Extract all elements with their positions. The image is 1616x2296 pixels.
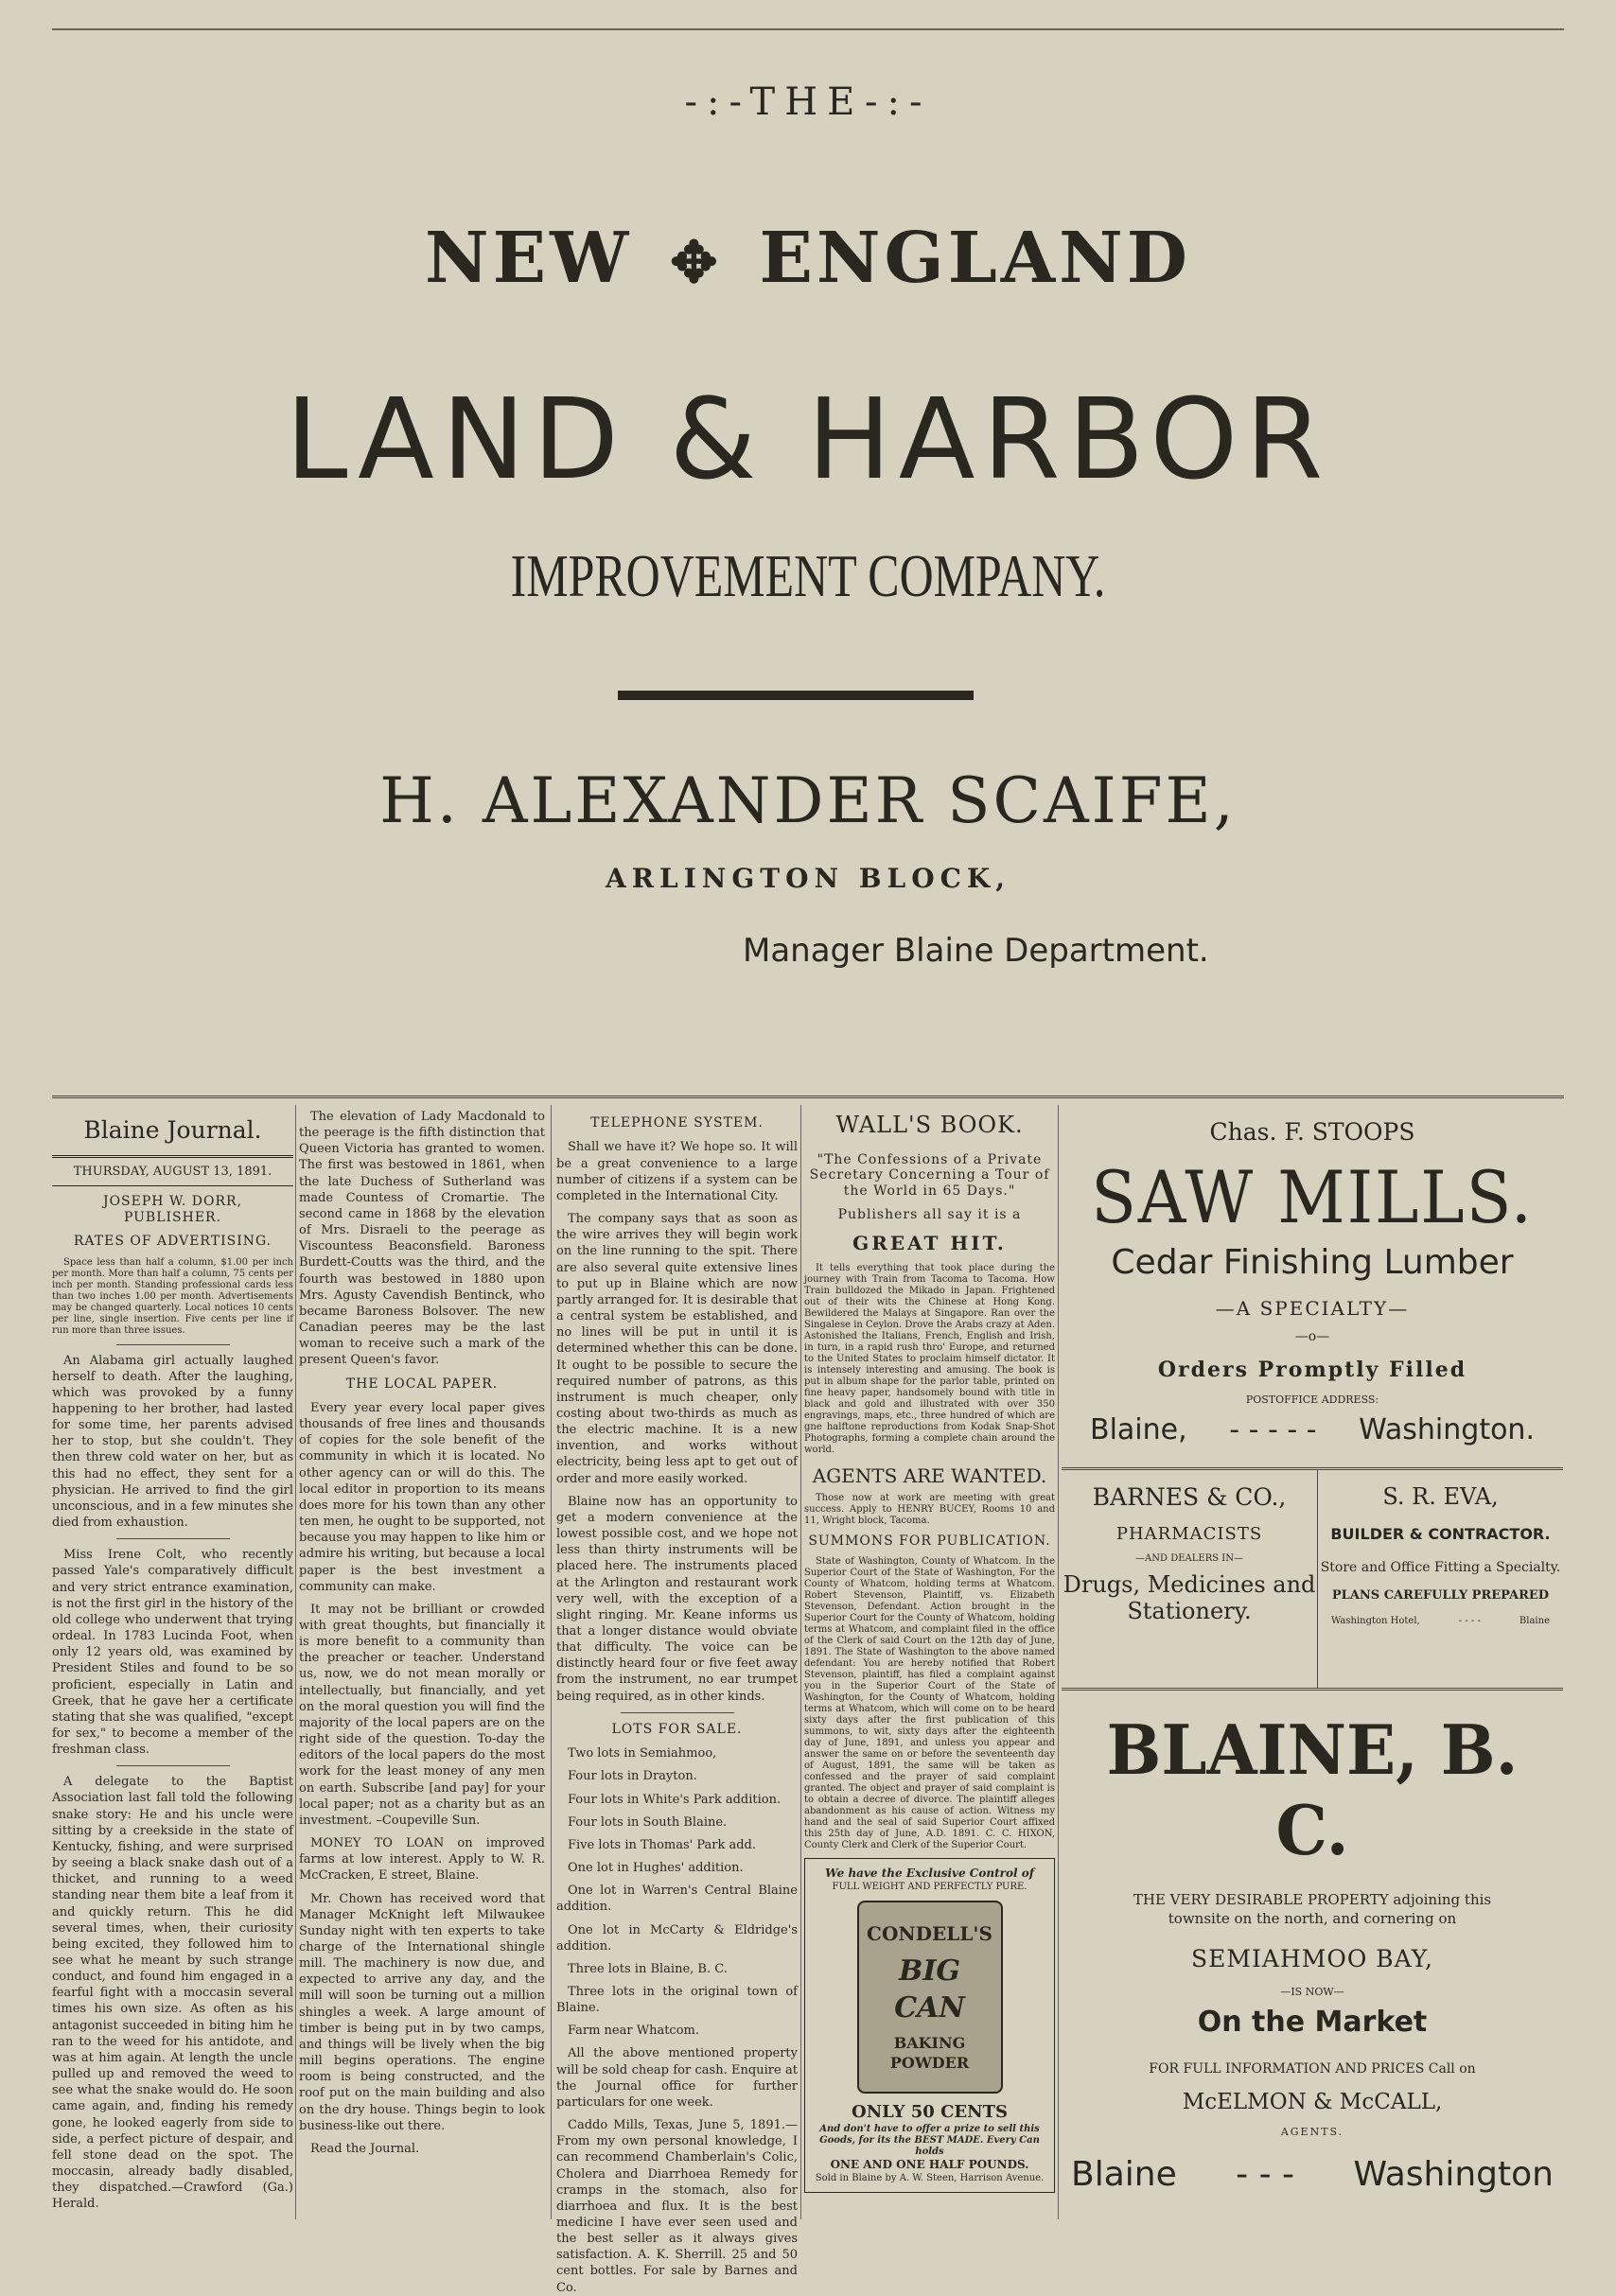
article-yale: Miss Irene Colt, who recently passed Yale's comparatively difficult and very strict entrance examination, is not the first girl in the history of the old college who underwent that trying ordeal. In 1783 Lucinda Foot, when only 12 years old, was examined by President Stiles and found to be so proficient, especially in Latin and Greek, that he gave her a certificate stating that she was qualified, "except for sex," to become a member of the freshman class. xyxy=(52,1548,293,1758)
summons-heading: SUMMONS FOR PUBLICATION. xyxy=(808,1533,1051,1549)
sold-by: Sold in Blaine by A. W. Steen, Harrison Avenue. xyxy=(815,2172,1045,2183)
drugs-medicines: Drugs, Medicines and Stationery. xyxy=(1063,1571,1316,1624)
big-can-label: BIG CAN xyxy=(894,1954,965,2025)
lot-item: One lot in McCarty & Eldridge's addition. xyxy=(556,1922,798,1954)
pharmacists: PHARMACISTS xyxy=(1115,1524,1263,1544)
article-caddo: Caddo Mills, Texas, June 5, 1891.—From my own personal knowledge, I can recommend Chamberlain's Colic, Cholera and Diarrhoea Remedy for cramps in the stomach, also for diarrhoea and flux. It is the best medicine I have ever seen used and the best seller as it always gives satisfaction. A. K. Sherrill. 25 and 50 cent bottles. For sale by Barnes and Co. xyxy=(556,2118,798,2295)
money-to-loan: MONEY TO LOAN on improved farms at low interest. Apply to W. R. McCracken, E street, Blaine. xyxy=(299,1836,545,1884)
divider-o: —o— xyxy=(1294,1329,1330,1344)
footer-washington: Washington xyxy=(1353,2155,1554,2194)
one-and-half-pounds: ONE AND ONE HALF POUNDS. xyxy=(830,2158,1029,2172)
semiahmoo-bay: SEMIAHMOO BAY, xyxy=(1191,1945,1433,1972)
article-telephone-3: Blaine now has an opportunity to get a modern convenience at the lowest possible cost, and we hope not less than thirty instruments will be placed here. The instruments placed at the Arlington and restaurant work very well, with the exception of a slight ringing. Mr. Keane informs us that a longer distance would obviate that difficulty. The voice can be distinctly heard four or five feet away from the instrument, no ear trumpet being required, as in other kinds. xyxy=(556,1494,798,1704)
manager-line: Manager Blaine Department. xyxy=(743,932,1209,970)
for-full-info: FOR FULL INFORMATION AND PRICES Call on xyxy=(1149,2061,1476,2077)
footer-dashes: - - - xyxy=(1236,2155,1295,2194)
rates-text: Space less than half a column, $1.00 per inch per month. More than half a column, 75 cents per inch per month. Standing professional cards less than two inches 1.00 per month. Advertisements may be changed quarterly. Local notices 10 cents per line, single insertion. Five cents per line if run more than three issues. xyxy=(52,1256,293,1336)
local-paper-heading: THE LOCAL PAPER. xyxy=(345,1376,499,1392)
article-local-paper-2: It may not be brilliant or crowded with great thoughts, but financially it is more benefit to a community than the preacher or teacher. Understand us, now, we do not mean morally or intellectually, but financially, and yet on the moral question you will find the majority of the local papers are on the right side of the question. To-day the editors of the local papers do the most work for the least money of any men on earth. Subscribe [and pay] for your local paper; not as a charity but as an investment. –Coupeville Sun. xyxy=(299,1602,545,1828)
hotel-name: Washington Hotel, xyxy=(1331,1616,1420,1626)
walls-book-column xyxy=(804,1109,1055,2216)
scaife-name: H. ALEXANDER SCAIFE, xyxy=(379,764,1237,837)
footer-blaine: Blaine xyxy=(1071,2155,1177,2194)
article-telephone-2: The company says that as soon as the wire arrives they will begin work on the line running to the spit. There are also several quite extensive lines to put up in Blaine which are now partly arranged for. It is desirable that a central system be established, and no lines will be put in until it is determined whether this can be done. It ought to be possible to secure the required number of patrons, as this instrument is much cheaper, only costing about two-thirds as much as the electric machine. It is a new invention, and works without electricity, being less apt to get out of order and more easily worked. xyxy=(556,1212,798,1486)
telephone-heading: TELEPHONE SYSTEM. xyxy=(590,1115,764,1130)
dealers-in: —AND DEALERS IN— xyxy=(1135,1553,1243,1564)
separator xyxy=(116,1765,230,1766)
publishers-line: Publishers all say it is a xyxy=(837,1207,1022,1223)
ornament-icon: ✥ xyxy=(670,230,722,296)
advertisements-column xyxy=(1062,1109,1563,2225)
plans-prepared: PLANS CAREFULLY PREPARED xyxy=(1331,1588,1550,1603)
england-word: ENGLAND xyxy=(759,218,1191,299)
lot-item: Five lots in Thomas' Park add. xyxy=(568,1837,757,1852)
column-rule xyxy=(295,1105,296,2219)
cedar-lumber: Cedar Finishing Lumber xyxy=(1111,1243,1514,1282)
arlington-block: ARLINGTON BLOCK, xyxy=(606,863,1010,894)
baking-powder-can xyxy=(857,1901,1003,2094)
only-50-cents: ONLY 50 CENTS xyxy=(852,2102,1008,2123)
lot-item: One lot in Warren's Central Blaine addition. xyxy=(556,1884,798,1915)
mcelmon-mccall: McELMON & McCALL, xyxy=(1182,2090,1443,2114)
section-divider xyxy=(52,1095,1564,1098)
full-weight: FULL WEIGHT AND PERFECTLY PURE. xyxy=(832,1882,1028,1893)
lot-item: One lot in Hughes' addition. xyxy=(568,1861,744,1876)
article-telephone-1: Shall we have it? We hope so. It will be a great convenience to a large number of citizens if a system can be completed in the International City. xyxy=(556,1140,798,1203)
address-blaine: Blaine, xyxy=(1090,1413,1187,1446)
specialty: —A SPECIALTY— xyxy=(1215,1297,1410,1320)
lot-item: Three lots in Blaine, B. C. xyxy=(568,1961,728,1976)
stoops-name: Chas. F. STOOPS xyxy=(1209,1118,1415,1146)
lot-item: Four lots in White's Park addition. xyxy=(568,1792,782,1807)
no-prize-note: And don't have to offer a prize to sell this Goods, for its the BEST MADE. Every Can holds xyxy=(819,2124,1040,2158)
lot-item: Four lots in Drayton. xyxy=(568,1769,697,1784)
two-ads-row xyxy=(1062,1470,1563,1688)
store-fitting: Store and Office Fitting a Specialty. xyxy=(1320,1560,1561,1575)
hotel-line xyxy=(1318,1616,1563,1626)
walls-book-heading: WALL'S BOOK. xyxy=(835,1112,1024,1138)
baking-powder-label: BAKING POWDER xyxy=(889,2033,970,2073)
blaine-bc-heading: BLAINE, B. C. xyxy=(1106,1709,1519,1870)
telephone-column xyxy=(556,1109,798,2295)
separator xyxy=(116,1538,230,1539)
lot-item: Two lots in Semiahmoo, xyxy=(568,1746,717,1761)
hotel-dashes: - - - - xyxy=(1458,1616,1481,1626)
article-macdonald: The elevation of Lady Macdonald to the peerage is the fifth distinction that Queen Victoria has granted to women. The first was bestowed in 1861, when the late Duchess of Sutherland was made Countess of Cromartie. The second came in 1868 by the elevation of Mrs. Disraeli to the peerage as Viscountess Beaconsfield. Baroness Burdett-Coutts was the third, and the fourth was bestowed in 1880 upon Mrs. Agusty Cavendish Bentinck, who became Baroness Bolsover. The new Canadian peeres may be the last woman to receive such a mark of the present Queen's favor. xyxy=(299,1110,545,1368)
address-washington: Washington. xyxy=(1359,1413,1535,1446)
desirable-property: THE VERY DESIRABLE PROPERTY adjoining this townsite on the north, and cornering on xyxy=(1133,1891,1492,1927)
lots-heading: LOTS FOR SALE. xyxy=(611,1721,743,1737)
article-property: All the above mentioned property will be sold cheap for cash. Enquire at the Journal office for further particulars for one week. xyxy=(556,2046,798,2110)
ad-divider xyxy=(1062,1688,1563,1691)
agents-text: Those now at work are meeting with great success. Apply to HENRY BUCEY, Rooms 10 and 11, Wright block, Tacoma. xyxy=(804,1492,1055,1526)
great-hit: GREAT HIT. xyxy=(852,1231,1007,1254)
new-word: NEW xyxy=(425,218,633,299)
postoffice-address: POSTOFFICE ADDRESS: xyxy=(1245,1393,1379,1406)
eva-name: S. R. EVA, xyxy=(1382,1483,1499,1510)
agents-label: AGENTS. xyxy=(1280,2126,1344,2138)
improvement-company: IMPROVEMENT COMPANY. xyxy=(510,542,1106,609)
book-description: It tells everything that took place during the journey with Train from Tacoma to Tacoma. How Train bulldozed the Mikado in Japan. Frightened out of their wits the Chinese at Hong Kong. Bewildered the Malays at Singapore. Ran over the Singalese in Ceylon. Drove the Arabs crazy at Aden. Astonished the Italians, French, English and Irish, in turn, in a rapid rush thro' Europe, and returned to the United States to proclaim himself dictator. It is intensely interesting and amusing. The book is put in album shape for the parlor table, printed on fine heavy paper, handsomely bound with title in black and gold and illustrated with over 350 engravings, maps, etc., three hundred of which are gne halftone reproductions from Kodak Snap-Shot Photographs, forming a complete chain around the world. xyxy=(804,1263,1055,1456)
condells-brand: CONDELL'S xyxy=(867,1922,992,1946)
agents-wanted: AGENTS ARE WANTED. xyxy=(812,1464,1047,1488)
column-rule xyxy=(1058,1105,1059,2219)
lot-item: Farm near Whatcom. xyxy=(568,2024,700,2039)
hotel-blaine: Blaine xyxy=(1519,1616,1550,1626)
footer-address xyxy=(1071,2155,1554,2194)
summons-text: State of Washington, County of Whatcom. In the Superior Court of the State of Washington, For the County of Whatcom, holding terms at Whatcom. Robert Stevenson, Plaintiff, vs. Elizabeth Stevenson, Defendant. Action brought in the Superior Court for the County of Whatcom, holding terms at Whatcom, and complaint filed in the office of the Clerk of said Court on the 12th day of June, 1891. The State of Washington to the above named defendant: You are hereby notified that Robert Stevenson, plaintiff, has filed a complaint against you in the Superior Court of the State of Washington, for the County of Whatcom, holding terms at Whatcom, which will come on to be heard sixty days after the first publication of this summons, to wit, sixty days after the eighteenth day of June, 1891, and unless you appear and answer the same on or before the seventeenth day of August, 1891, the same will be taken as confessed and the prayer of said complaint granted. The object and prayer of said complaint is to obtain a decree of divorce. The plaintiff alleges abandonment as his cause of action. Witness my hand and the seal of said Superior Court affixed this 25th day of June, A.D. 1891. C. C. HIXON, County Clerk and Clerk of the Superior Court. xyxy=(804,1556,1055,1851)
heading-divider xyxy=(618,691,974,700)
journal-date: THURSDAY, AUGUST 13, 1891. xyxy=(52,1155,293,1186)
baking-powder-ad xyxy=(804,1858,1055,2192)
builder-contractor: BUILDER & CONTRACTOR. xyxy=(1330,1525,1551,1543)
article-snake: A delegate to the Baptist Association last fall told the following snake story: He and his uncle were sitting by a creekside in the state of Kentucky, fishing, and were surprised by seeing a black snake dash out of a thicket, and running to a weed standing near them bite a leaf from it and quickly return. This he did several times, when, their curiosity being excited, they followed him to see what he meant by such strange conduct, and found him engaged in a fearful fight with a moccasin several times his own size. As often as his antagonist succeeded in biting him he ran to the weed for his antidote, and was at him again. At length the uncle pulled up and removed the weed to see what the snake would do. He soon came again, and, finding his remedy gone, he looked eagerly from side to side, a perfect picture of despair, and fell stone dead on the spot. The moccasin, already badly disabled, they dispatched.—Crawford (Ga.) Herald. xyxy=(52,1775,293,2212)
lot-item: Three lots in the original town of Blaine. xyxy=(556,1984,798,2016)
rates-heading: RATES OF ADVERTISING. xyxy=(73,1233,272,1249)
column-rule xyxy=(800,1105,801,2219)
address-dashes: - - - - - xyxy=(1229,1413,1317,1446)
separator xyxy=(621,1712,734,1713)
top-rule xyxy=(52,28,1564,30)
article-laughed: An Alabama girl actually laughed herself to death. After the laughing, which was provoked by a funny happening to her brother, had lasted for some time, her parents advised her to stop, but she couldn't. They then threw cold water on her, but as this had no effect, they sent for a physician. He arrived to find the girl unconscious, and in a few minutes she died from exhaustion. xyxy=(52,1353,293,1531)
confessions-title: "The Confessions of a Private Secretary Concerning a Tour of the World in 65 Days." xyxy=(809,1151,1050,1200)
article-shingle-mill: Mr. Chown has received word that Manager McKnight left Milwaukee Sunday night with ten experts to take charge of the International shingle mill. The machinery is now due, and expected to arrive any day, and the mill will soon be turning out a million shingles a week. A large amount of timber is being put in by two camps, and things will be lively when the big mill begins operations. The engine room is being constructed, and the roof put on the main building and also on the dry house. Things begin to look business-like out there. xyxy=(299,1891,545,2133)
publisher: JOSEPH W. DORR, PUBLISHER. xyxy=(102,1194,243,1225)
separator xyxy=(116,1344,230,1345)
read-journal: Read the Journal. xyxy=(310,2141,420,2156)
article-local-paper: Every year every local paper gives thousands of free lines and thousands of copies for the sole benefit of the community in which it is located. No other agency can or will do this. The local editor in proportion to its means does more for his town than any other ten men, he ought to be supported, not because you may happen to like him or admire his writing, but because a local paper is the best investment a community can make. xyxy=(299,1400,545,1594)
address-line xyxy=(1090,1413,1535,1446)
new-england-heading xyxy=(0,218,1616,299)
on-the-market: On the Market xyxy=(1197,2006,1428,2039)
land-harbor-heading: LAND & HARBOR xyxy=(285,374,1331,504)
orders-filled: Orders Promptly Filled xyxy=(1157,1358,1467,1382)
column-rule xyxy=(551,1105,552,2219)
journal-column xyxy=(52,1109,293,2216)
the-heading: -:-THE-:- xyxy=(684,80,932,124)
journal-title: Blaine Journal. xyxy=(83,1116,262,1144)
barnes-ad xyxy=(1062,1470,1318,1688)
is-now: —IS NOW— xyxy=(1280,1986,1344,1998)
barnes-name: BARNES & CO., xyxy=(1092,1483,1287,1511)
local-paper-column xyxy=(299,1109,545,2216)
exclusive-control: We have the Exclusive Control of xyxy=(825,1867,1034,1881)
lot-item: Four lots in South Blaine. xyxy=(568,1814,728,1830)
saw-mills: SAW MILLS. xyxy=(1091,1155,1534,1239)
eva-ad xyxy=(1318,1470,1563,1688)
